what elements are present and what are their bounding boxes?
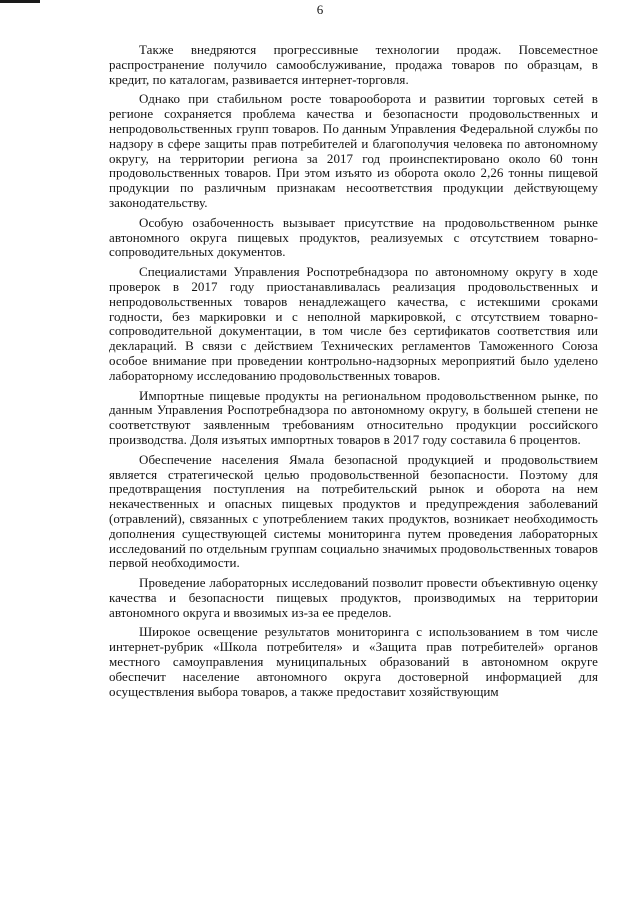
document-body	[109, 43, 598, 704]
paragraph-monitoring-coverage: Широкое освещение результатов мониторинга с использованием в том числе интернет-рубрик «Школа потребителя» и «Защита прав потребителей» органов местного самоуправления муниципальных образований в автономном округе обеспечит население автономного округа достоверной информацией для осуществления выбора товаров, а также предоставит хозяйствующим	[109, 624, 598, 699]
paragraph-imports: Импортные пищевые продукты на региональном продовольственном рынке, по данным Управления Роспотребнадзора по автономному округу, в большей степени не соответствуют заявленным требованиям относительно продукции российского производства. Доля изъятых импортных товаров в 2017 году составила 6 процентов.	[109, 387, 598, 447]
page-number: 6	[316, 2, 324, 17]
paragraph-inspections: Специалистами Управления Роспотребнадзора по автономному округу в ходе проверок в 2017 году приостанавливалась реализация продовольственных и непродовольственных товаров ненадлежащего качества, с истекшими сроками годности, без маркировки и с неполной маркировкой, с отсутствием товарно-сопроводительной документации, в том числе без сертификатов соответствия или деклараций. В связи с действием Технических регламентов Таможенного Союза особое внимание при проведении контрольно-надзорных мероприятий было уделено лабораторному исследованию продовольственных товаров.	[109, 264, 598, 383]
paragraph-quality-problem: Однако при стабильном росте товарооборота и развитии торговых сетей в регионе сохраняется проблема качества и безопасности продовольственных и непродовольственных групп товаров. По данным Управления Федеральной службы по надзору в сфере защиты прав потребителей и благополучия человека по автономному округу, на территории региона за 2017 год проинспектировано около 60 тонн продовольственных товаров. При этом изъято из оборота около 2,26 тонны пищевой продукции по различным признакам несоответствия продукции действующему законодательству.	[109, 91, 598, 210]
paragraph-technologies: Также внедряются прогрессивные технологии продаж. Повсеместное распространение получило самообслуживание, продажа товаров по образцам, в кредит, по каталогам, развивается интернет-торговля.	[109, 42, 598, 87]
paragraph-lab-research: Проведение лабораторных исследований позволит провести объективную оценку качества и безопасности пищевых продуктов, производимых на территории автономного округа и ввозимых из-за ее пределов.	[109, 575, 598, 620]
paragraph-concern: Особую озабоченность вызывает присутствие на продовольственном рынке автономного округа пищевых продуктов, реализуемых с отсутствием товарно-сопроводительных документов.	[109, 214, 598, 260]
paragraph-food-security: Обеспечение населения Ямала безопасной продукцией и продовольствием является стратегической целью продовольственной безопасности. Поэтому для предотвращения поступления на потребительский рынок и оборота на нем некачественных и опасных пищевых продуктов и предупреждения заболеваний (отравлений), связанных с употреблением таких продуктов, возникает необходимость дополнения существующей системы мониторинга путем проведения лабораторных исследований по отдельным группам социально значимых продовольственных товаров первой необходимости.	[109, 451, 598, 571]
